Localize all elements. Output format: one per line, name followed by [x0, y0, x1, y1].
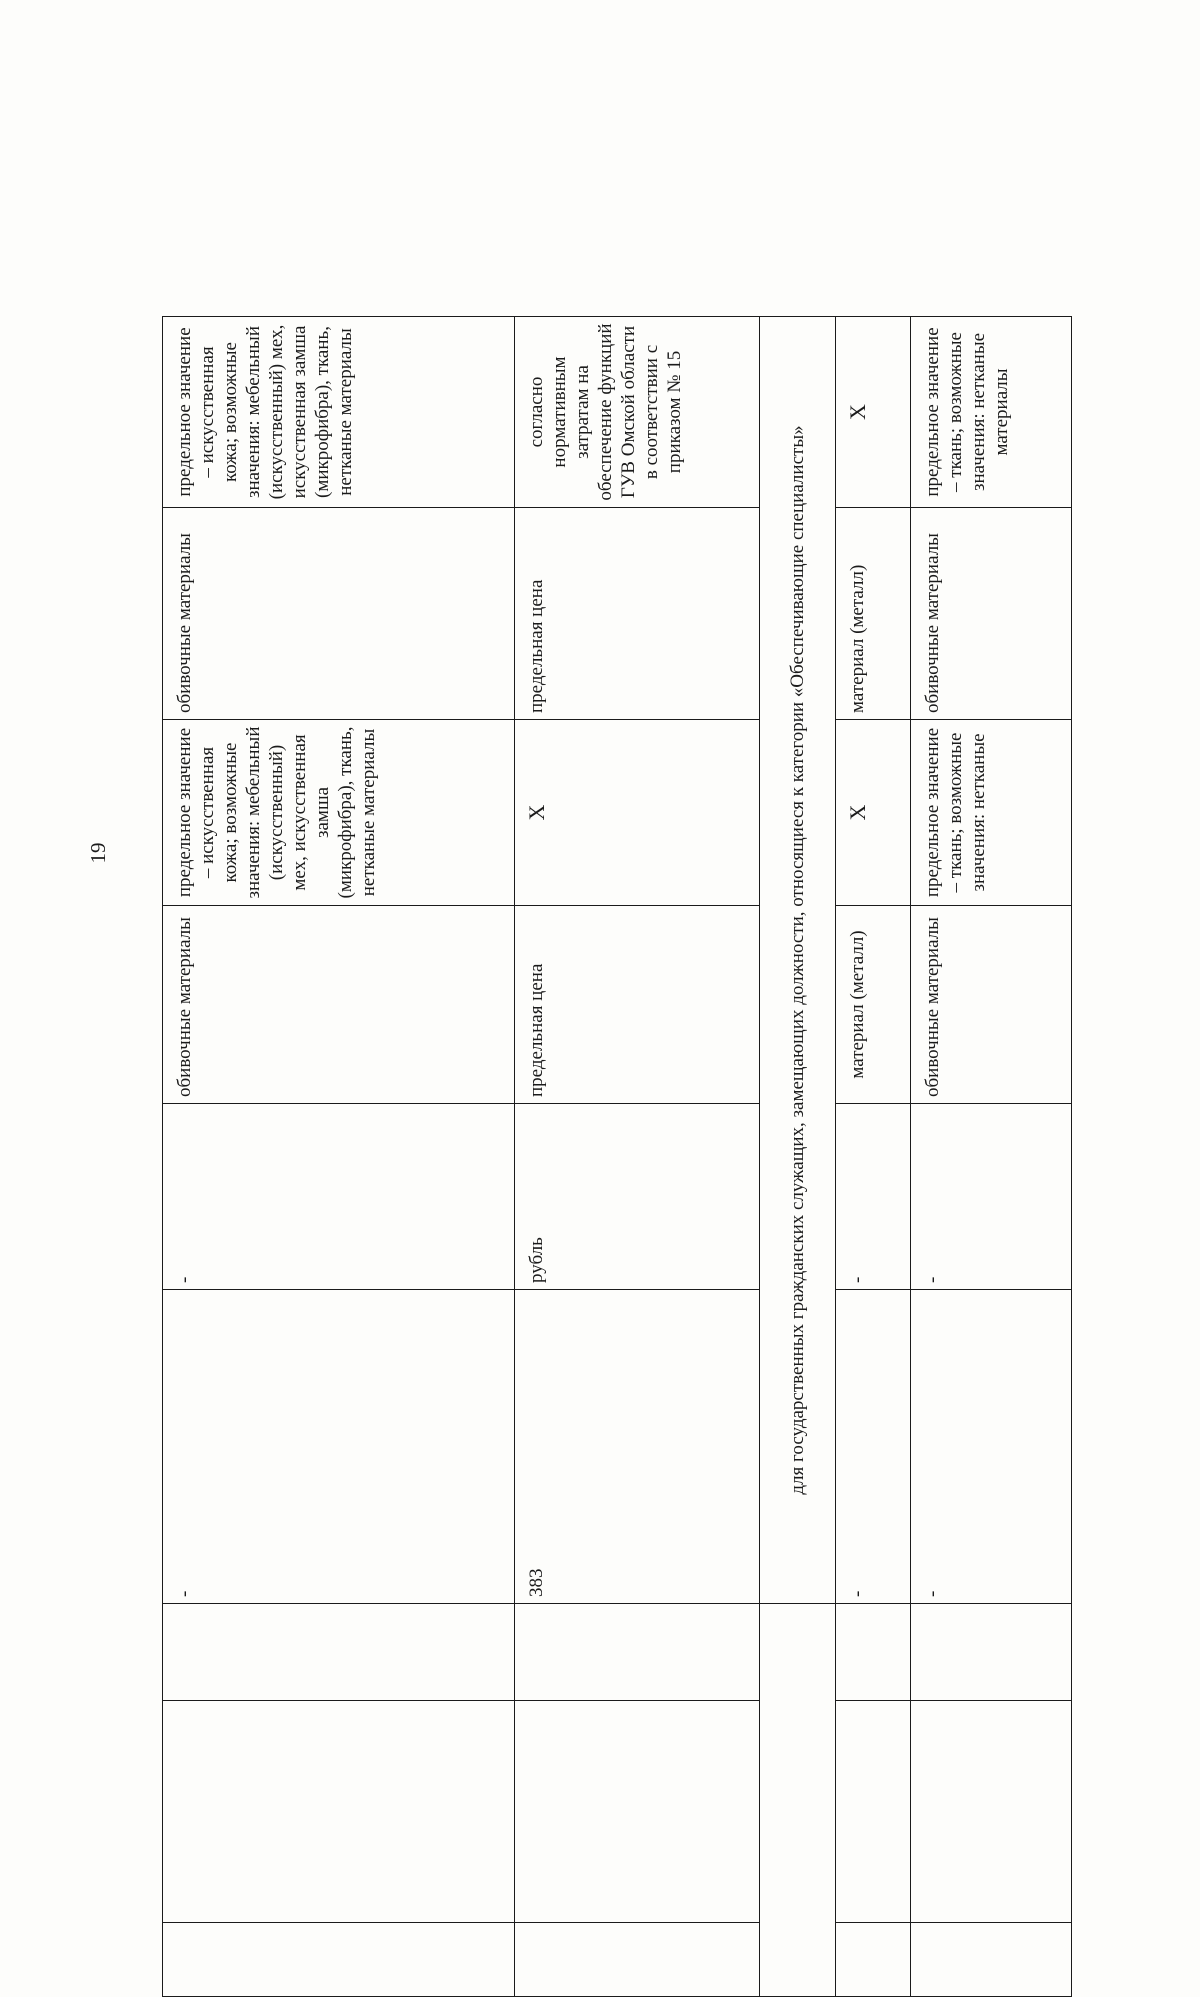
table-cell: -: [835, 1104, 910, 1290]
table-cell: предельное значение – ткань; возможные значения: нетканые материалы: [910, 317, 1071, 508]
table-cell-empty: [835, 1604, 910, 1701]
table-cell-empty: [515, 1701, 760, 1923]
table-cell-empty: [910, 1923, 1071, 1997]
table-cell-empty: [515, 1604, 760, 1701]
table-cell-empty: [835, 1923, 910, 1997]
table-cell-empty: [835, 1701, 910, 1923]
table-cell: X: [835, 317, 910, 508]
table-cell: материал (металл): [835, 508, 910, 720]
table-cell: предельная цена: [515, 906, 760, 1104]
table-cell-empty: [163, 1923, 515, 1997]
table-cell: предельное значение – искусственная кожа; возможные значения: мебельный (искусственный) мех, искусственная замша (микрофибра), ткань, нетканые материалы: [163, 720, 515, 906]
table-cell-empty: [163, 1701, 515, 1923]
table-cell: -: [835, 1290, 910, 1604]
table-cell: -: [910, 1104, 1071, 1290]
table-cell-empty: [760, 1604, 835, 1997]
table-cell: обивочные материалы: [910, 906, 1071, 1104]
table-row: [910, 317, 1071, 1997]
rotated-table-frame: [162, 317, 1072, 1997]
table-cell: обивочные материалы: [910, 508, 1071, 720]
table-cell: материал (металл): [835, 906, 910, 1104]
table-row-category: [760, 317, 835, 1997]
table-row: [163, 317, 515, 1997]
table-cell: X: [835, 720, 910, 906]
table-cell-empty: [515, 1923, 760, 1997]
table-cell-empty: [910, 1701, 1071, 1923]
table-row: [515, 317, 760, 1997]
table-cell: предельная цена: [515, 508, 760, 720]
table-cell-empty: [910, 1604, 1071, 1701]
table-cell: предельное значение – ткань; возможные значения: нетканые: [910, 720, 1071, 906]
table-cell: -: [910, 1290, 1071, 1604]
table-cell: обивочные материалы: [163, 508, 515, 720]
table-row: [835, 317, 910, 1997]
table-cell: -: [163, 1104, 515, 1290]
specification-table: [162, 316, 1072, 1997]
page-number: 19: [86, 842, 110, 864]
table-cell: обивочные материалы: [163, 906, 515, 1104]
table-cell: согласно нормативным затратам на обеспечение функций ГУВ Омской области в соответствии с приказом № 15: [515, 317, 760, 508]
table-cell: X: [515, 720, 760, 906]
category-band: для государственных гражданских служащих, замещающих должности, относящиеся к категории «Обеспечивающие специалисты»: [760, 317, 835, 1604]
table-cell: рубль: [515, 1104, 760, 1290]
table-cell: предельное значение – искусственная кожа; возможные значения: мебельный (искусственный) мех, искусственная замша (микрофибра), ткань, нетканые материалы: [163, 317, 515, 508]
table-cell-empty: [163, 1604, 515, 1701]
table-cell: -: [163, 1290, 515, 1604]
table-cell: 383: [515, 1290, 760, 1604]
